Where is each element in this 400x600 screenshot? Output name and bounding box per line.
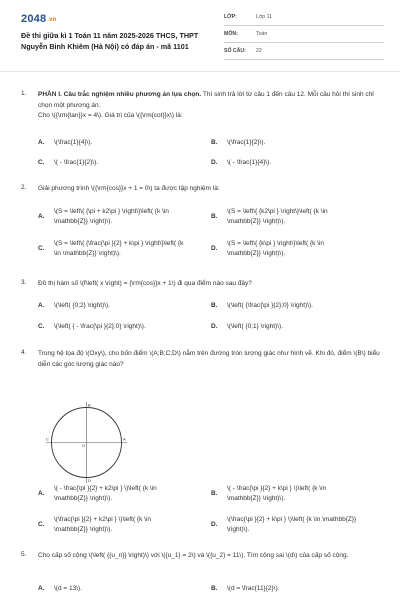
info-value: Toán <box>256 31 268 37</box>
label-d: D <box>88 478 91 483</box>
logo-number: 2048 <box>21 13 47 25</box>
logo-suffix: .vn <box>47 17 57 23</box>
option-text: \( - \frac{\pi }{2} + k\pi } \)\left( {k \in \mathbb{Z}} \right)\). <box>227 485 327 502</box>
question-text: Trong hệ tọa độ \(Oxy\), cho bốn điểm \(A;B;C;D\) nằm trên đường tròn lượng giác như hình vẽ. Khi đó, điểm \(B\) biểu diễn các góc lượng giác nào? <box>38 350 380 368</box>
question-number: 5. <box>21 551 27 558</box>
option-letter: D. <box>211 245 218 252</box>
trig-circle-figure <box>44 400 129 485</box>
option-letter: D. <box>211 159 218 166</box>
site-logo[interactable] <box>21 13 57 25</box>
option-text: \(d = 13\). <box>54 585 82 592</box>
question-text: Giải phương trình \({\rm{cos}}x + 1 = 0\) ta được tập nghiệm là: <box>38 185 220 192</box>
option-text: \(\left( {\frac{\pi }{2};0} \right)\). <box>227 302 313 309</box>
option-letter: D. <box>211 323 218 330</box>
label-a: A <box>123 436 126 442</box>
option-letter: B. <box>211 139 218 146</box>
option-text: \(S = \left\{ {\pi + k2\pi } \right\}\left( {k \in \mathbb{Z}} \right)\). <box>54 208 169 225</box>
label-c: C <box>46 436 49 442</box>
option-text: \(\frac{\pi }{2} + k2\pi } \)\left( {k \in \mathbb{Z}} \right)\). <box>54 516 152 533</box>
info-value: 22 <box>256 48 262 54</box>
option-text: \(S = \left\{ {\frac{\pi }{2} + k\pi } \right\}\left( {k \in \mathbb{Z}} \right)\). <box>54 240 184 257</box>
option-letter: C. <box>38 521 45 528</box>
option-text: \( - \frac{1}{2}\). <box>54 159 99 166</box>
question-number: 1. <box>21 90 27 97</box>
option-letter: C. <box>38 323 45 330</box>
label-b: B <box>88 402 91 408</box>
option-text: \( - \frac{1}{4}\). <box>227 159 272 166</box>
label-o: O <box>82 443 86 448</box>
option-text: \(d = \frac{11}{2}\). <box>227 585 280 592</box>
part-heading: PHẦN I. Câu trắc nghiệm nhiều phương án lựa chọn. <box>38 91 202 98</box>
question-text <box>38 90 383 122</box>
header-divider <box>0 71 400 72</box>
question-prompt: Cho \({\rm{tan}}x = 4\). Giá trị của \({\rm{cot}}x\) là: <box>38 112 183 119</box>
option-text: \(\left( { - \frac{\pi }{2};0} \right)\). <box>54 323 146 330</box>
option-text: \(S = \left\{ {k\pi } \right\}\left( {k \in \mathbb{Z}} \right)\). <box>227 240 325 257</box>
info-value: Lớp 11 <box>256 14 272 20</box>
info-label: MÔN: <box>224 31 238 37</box>
option-text: \( - \frac{\pi }{2} + k2\pi } \)\left( {k \in \mathbb{Z}} \right)\). <box>54 485 157 502</box>
info-label: LỚP: <box>224 14 237 20</box>
option-letter: B. <box>211 490 218 497</box>
option-letter: A. <box>38 213 45 220</box>
option-letter: C. <box>38 245 45 252</box>
info-row-subject <box>224 29 384 43</box>
page-header <box>0 0 400 66</box>
option-letter: B. <box>211 585 218 592</box>
info-row-count <box>224 46 384 60</box>
question-text: Đồ thị hàm số \(f\left( x \right) = {\rm{cos}}x + 1\) đi qua điểm nào sau đây? <box>38 280 252 287</box>
exam-info-box <box>224 12 384 63</box>
option-letter: A. <box>38 302 45 309</box>
option-text: \(\frac{1}{4}\). <box>54 139 93 146</box>
info-row-class <box>224 12 384 26</box>
option-letter: A. <box>38 139 45 146</box>
question-number: 3. <box>21 279 27 286</box>
option-text: \(\frac{\pi }{2} + k\pi } \)\left( {k \in \mathbb{Z}} \right)\). <box>227 516 357 533</box>
option-text: \(\frac{1}{2}\). <box>227 139 266 146</box>
option-letter: A. <box>38 585 45 592</box>
option-text: \(S = \left\{ {k2\pi } \right\}\left( {k \in \mathbb{Z}} \right)\). <box>227 208 328 225</box>
title-line-1: Đề thi giữa kì 1 Toán 11 năm 2025-2026 THCS, THPT <box>21 31 199 40</box>
question-number: 4. <box>21 349 27 356</box>
question-number: 2. <box>21 184 27 191</box>
option-letter: B. <box>211 213 218 220</box>
option-text: \(\left( {0;1} \right)\). <box>227 323 283 330</box>
option-letter: D. <box>211 521 218 528</box>
option-letter: A. <box>38 490 45 497</box>
document-title <box>21 31 226 52</box>
option-letter: C. <box>38 159 45 166</box>
question-text: Cho cấp số cộng \(\left( {{u_n}} \right)\) với \({u_1} = 2\) và \({u_2} = 11\). Tìm công sai \(d\) của cấp số cộng. <box>38 552 349 559</box>
option-letter: B. <box>211 302 218 309</box>
info-label: SỐ CÂU: <box>224 48 246 54</box>
part-instructions: Thí sinh trả lời từ câu 1 đến câu 12. Mỗi câu hỏi thí sinh chỉ chọn một phương án. <box>38 91 374 109</box>
option-text: \(\left( {0;2} \right)\). <box>54 302 110 309</box>
title-line-2: Nguyễn Bỉnh Khiêm (Hà Nội) có đáp án - mã 1101 <box>21 41 189 51</box>
